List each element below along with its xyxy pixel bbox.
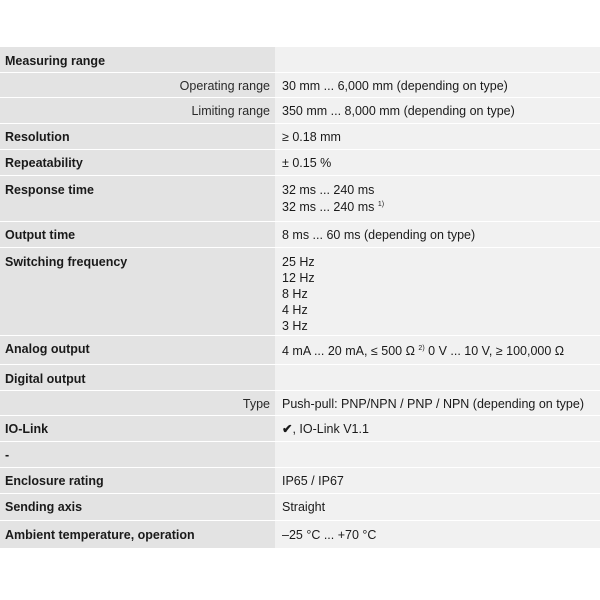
- spec-label: Switching frequency: [0, 247, 275, 335]
- spec-sublabel: Limiting range: [0, 97, 275, 123]
- spec-value: 32 ms ... 240 ms 32 ms ... 240 ms $^{1)}$: [275, 175, 600, 221]
- spec-label: Resolution: [0, 123, 275, 149]
- spec-value: 25 Hz 12 Hz 8 Hz 4 Hz 3 Hz: [275, 247, 600, 335]
- spec-value: [275, 47, 600, 72]
- spec-value: ≥ 0.18 mm: [275, 123, 600, 149]
- spec-value: Push-pull: PNP/NPN / PNP / NPN (depending on type): [275, 390, 600, 415]
- table-row: [0, 390, 600, 415]
- footnote-marker: 2): [418, 345, 425, 352]
- spec-label: Enclosure rating: [0, 467, 275, 493]
- spec-value: Straight: [275, 493, 600, 520]
- spec-value: 4 mA ... 20 mA, ≤ 500 Ω $^{2)}$ 0 V ... 10 V, ≥ 100,000 Ω: [275, 335, 600, 364]
- spec-value: [275, 441, 600, 467]
- spec-value: 30 mm ... 6,000 mm (depending on type): [275, 72, 600, 97]
- table-row: [0, 493, 600, 520]
- table-row: [0, 72, 600, 97]
- spec-label: Repeatability: [0, 149, 275, 175]
- spec-value: [275, 364, 600, 390]
- table-row: [0, 123, 600, 149]
- spec-value: 350 mm ... 8,000 mm (depending on type): [275, 97, 600, 123]
- spec-label: Ambient temperature, operation: [0, 520, 275, 548]
- spec-label: Response time: [0, 175, 275, 221]
- spec-label: -: [0, 441, 275, 467]
- table-row: [0, 247, 600, 335]
- spec-label: IO-Link: [0, 415, 275, 441]
- spec-value: ✔, IO-Link V1.1: [275, 415, 600, 441]
- table-row: [0, 415, 600, 441]
- footnote-marker: 1): [377, 201, 385, 208]
- table-row: [0, 97, 600, 123]
- table-row: [0, 47, 600, 72]
- spec-value: ± 0.15 %: [275, 149, 600, 175]
- table-row: [0, 221, 600, 247]
- spec-value: IP65 / IP67: [275, 467, 600, 493]
- spec-label: Measuring range: [0, 47, 275, 72]
- checkmark-icon: ✔: [282, 422, 293, 436]
- table-row: [0, 149, 600, 175]
- spec-sublabel: Operating range: [0, 72, 275, 97]
- spec-value: –25 °C ... +70 °C: [275, 520, 600, 548]
- spec-label: Digital output: [0, 364, 275, 390]
- table-row: [0, 467, 600, 493]
- spec-label: Analog output: [0, 335, 275, 364]
- spec-sublabel: Type: [0, 390, 275, 415]
- table-row: [0, 441, 600, 467]
- spec-label: Sending axis: [0, 493, 275, 520]
- table-row: [0, 175, 600, 221]
- spec-value: 8 ms ... 60 ms (depending on type): [275, 221, 600, 247]
- table-row: [0, 364, 600, 390]
- table-row: [0, 520, 600, 548]
- table-row: [0, 335, 600, 364]
- spec-label: Output time: [0, 221, 275, 247]
- spec-table: [0, 47, 600, 548]
